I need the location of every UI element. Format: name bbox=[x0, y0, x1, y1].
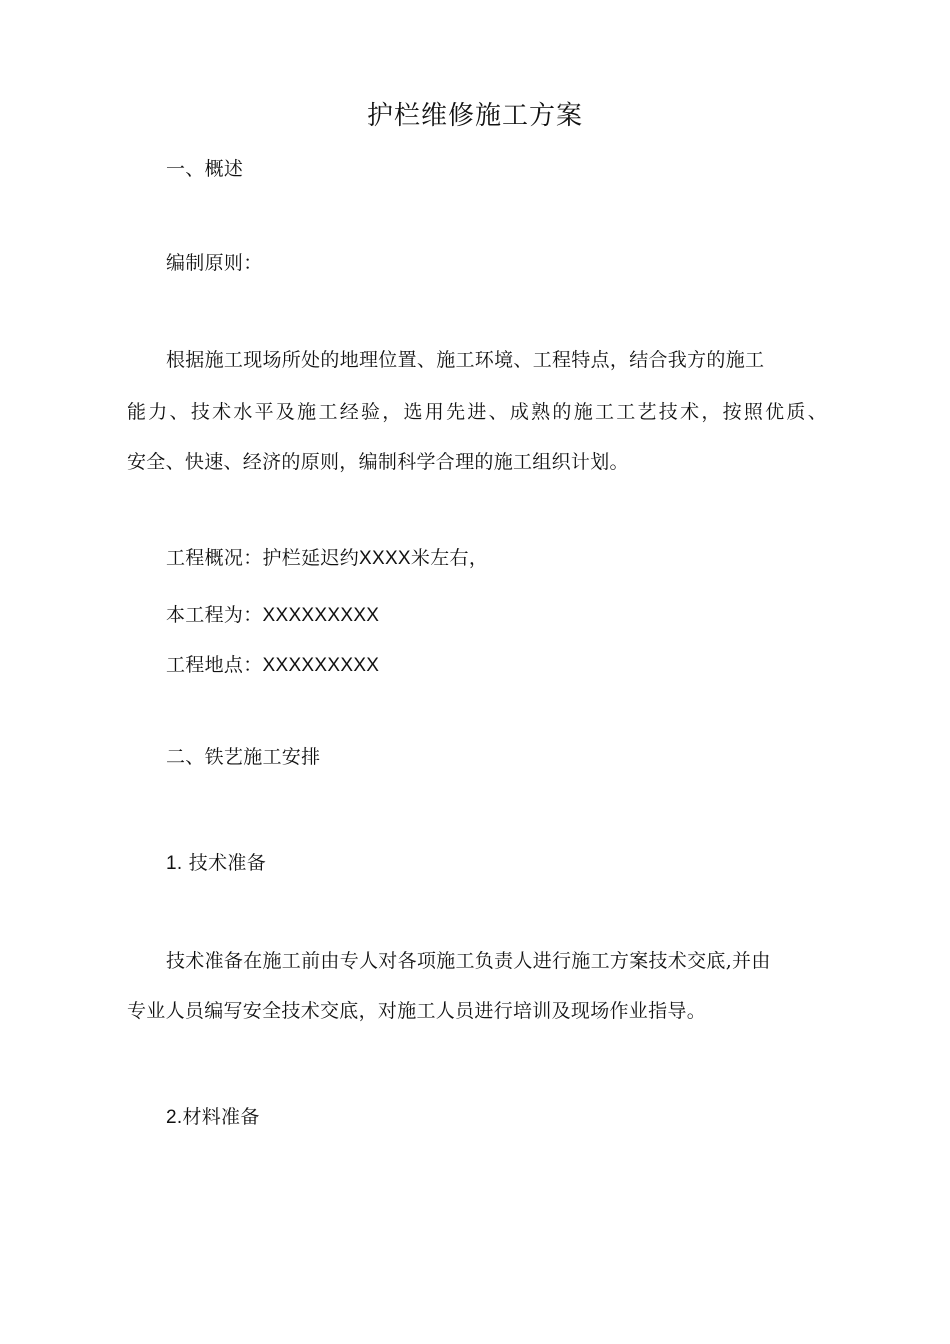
item-technical-prep-heading bbox=[166, 851, 266, 876]
project-line bbox=[166, 603, 379, 628]
location-line bbox=[166, 653, 379, 678]
section-heading-ironwork: 二、铁艺施工安排 bbox=[166, 746, 321, 768]
project-value: XXXXXXXXX bbox=[262, 605, 380, 626]
item-1-number: 1. bbox=[166, 853, 183, 874]
overview-suffix: 米左右， bbox=[410, 547, 489, 569]
project-label: 本工程为： bbox=[166, 604, 263, 626]
principle-line-2: 能力、技术水平及施工经验，选用先进、成熟的施工工艺技术，按照优质、 bbox=[127, 401, 827, 423]
item-1-label: 技术准备 bbox=[188, 852, 266, 874]
item-material-prep-heading bbox=[166, 1105, 260, 1130]
document-title: 护栏维修施工方案 bbox=[366, 101, 583, 131]
principle-line-3: 安全、快速、经济的原则，编制科学合理的施工组织计划。 bbox=[127, 451, 629, 473]
item-2-number: 2. bbox=[166, 1107, 183, 1128]
technical-prep-line-2: 专业人员编写安全技术交底，对施工人员进行培训及现场作业指导。 bbox=[127, 1000, 707, 1022]
principle-label: 编制原则： bbox=[166, 252, 263, 274]
section-heading-overview: 一、概述 bbox=[166, 158, 244, 180]
technical-prep-line-1: 技术准备在施工前由专人对各项施工负责人进行施工方案技术交底,并由 bbox=[166, 950, 771, 972]
item-2-label: 材料准备 bbox=[182, 1106, 260, 1128]
overview-line bbox=[166, 546, 488, 571]
location-label: 工程地点： bbox=[166, 654, 263, 676]
overview-length-value: XXXX bbox=[359, 548, 411, 569]
location-value: XXXXXXXXX bbox=[262, 655, 380, 676]
overview-prefix: 工程概况：护栏延迟约 bbox=[166, 547, 360, 569]
principle-line-1: 根据施工现场所处的地理位置、施工环境、工程特点，结合我方的施工 bbox=[166, 349, 765, 371]
